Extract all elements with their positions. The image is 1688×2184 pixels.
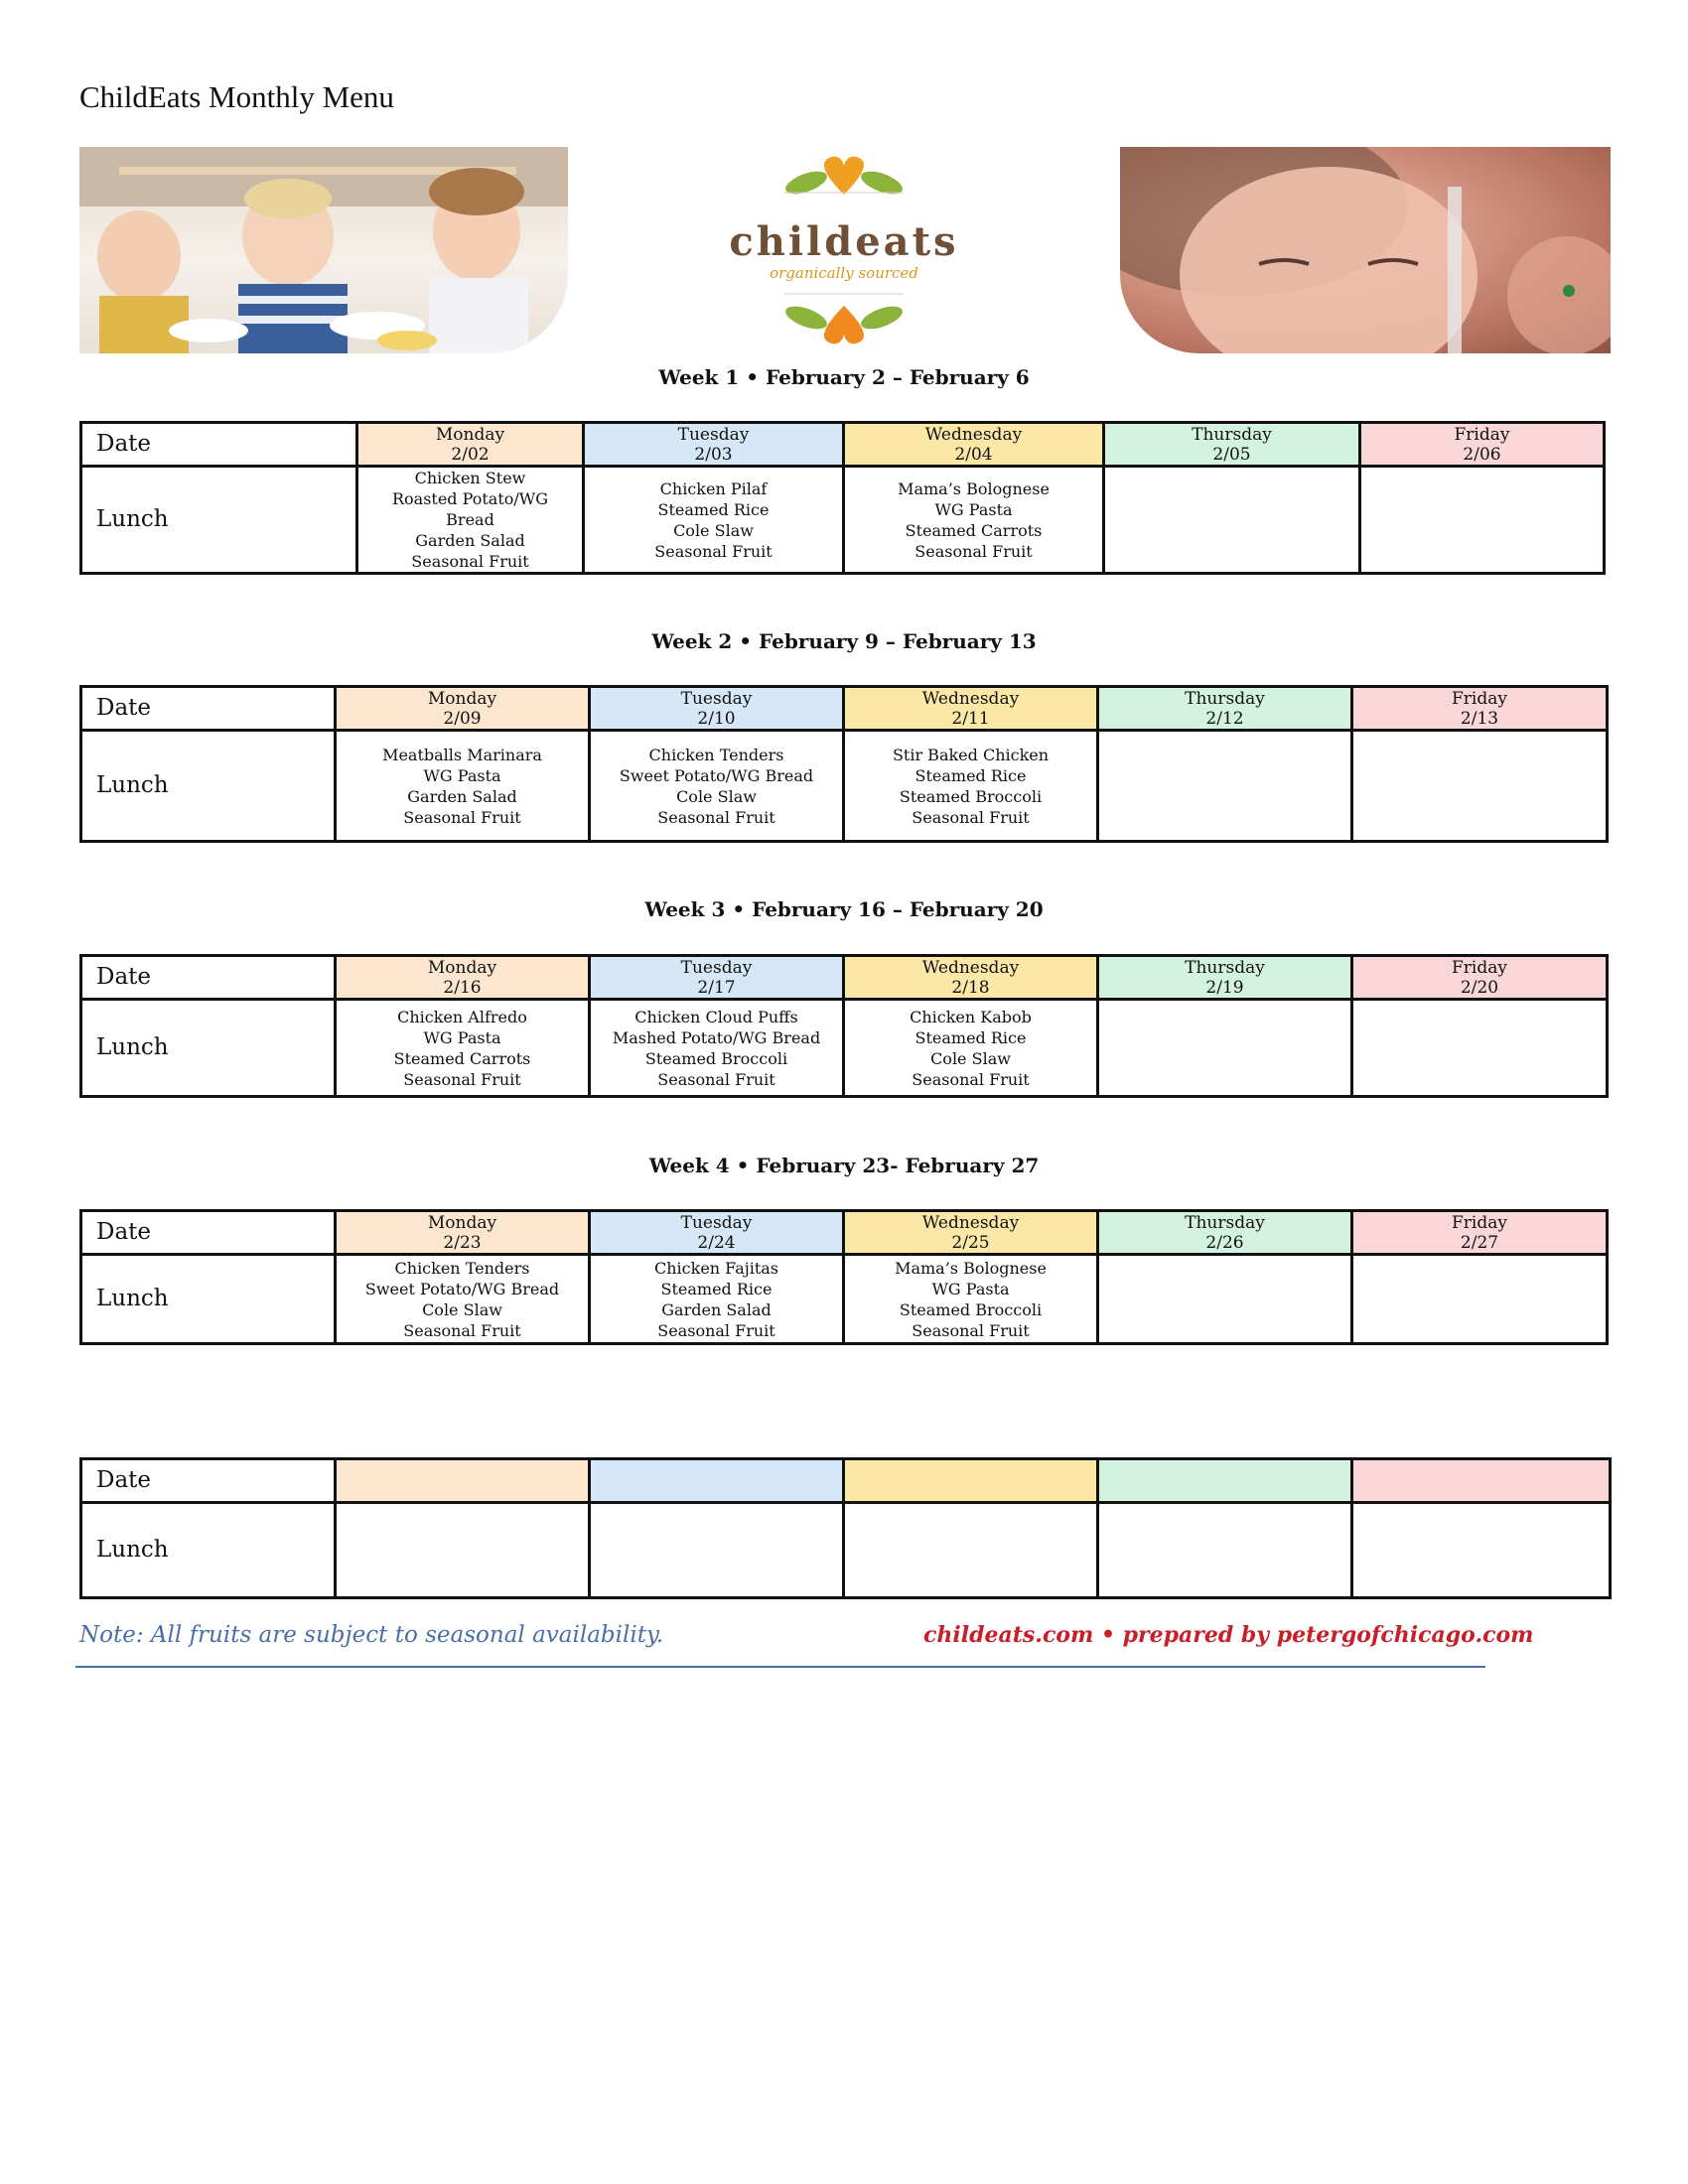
day-header-tuesday: Tuesday 2/17 bbox=[590, 956, 844, 1000]
week-2-heading: Week 2 • February 9 – February 13 bbox=[651, 629, 1037, 653]
day-header-tuesday: Tuesday 2/10 bbox=[590, 687, 844, 731]
day-header-tuesday: Tuesday 2/24 bbox=[590, 1211, 844, 1255]
day-header-friday: Friday 2/13 bbox=[1352, 687, 1608, 731]
lunch-cell-wednesday: Mama’s Bolognese WG Pasta Steamed Carrots Seasonal Fruit bbox=[844, 467, 1104, 574]
page-title: ChildEats Monthly Menu bbox=[79, 79, 394, 114]
week-4-heading: Week 4 • February 23- February 27 bbox=[648, 1154, 1040, 1177]
lunch-cell-tuesday: Chicken Pilaf Steamed Rice Cole Slaw Seasonal Fruit bbox=[584, 467, 844, 574]
blank-day-header-wednesday bbox=[844, 1459, 1098, 1503]
credit-link[interactable]: childeats.com • prepared by petergofchicago.com bbox=[923, 1622, 1534, 1648]
day-header-thursday: Thursday 2/05 bbox=[1104, 423, 1360, 467]
lunch-cell-monday: Meatballs Marinara WG Pasta Garden Salad Seasonal Fruit bbox=[336, 731, 590, 842]
day-header-friday: Friday 2/27 bbox=[1352, 1211, 1608, 1255]
day-header-wednesday: Wednesday 2/04 bbox=[844, 423, 1104, 467]
lunch-cell-wednesday: Stir Baked Chicken Steamed Rice Steamed Broccoli Seasonal Fruit bbox=[844, 731, 1098, 842]
lunch-cell-friday bbox=[1352, 731, 1608, 842]
blank-lunch-cell-monday bbox=[336, 1503, 590, 1598]
lunch-label: Lunch bbox=[81, 1000, 336, 1097]
blank-day-header-thursday bbox=[1098, 1459, 1352, 1503]
week-2-table bbox=[79, 685, 1609, 843]
blank-lunch-cell-thursday bbox=[1098, 1503, 1352, 1598]
seasonal-note: Note: All fruits are subject to seasonal availability. bbox=[79, 1622, 664, 1648]
week-1-heading: Week 1 • February 2 – February 6 bbox=[658, 365, 1030, 389]
day-header-wednesday: Wednesday 2/11 bbox=[844, 687, 1098, 731]
lunch-cell-thursday bbox=[1104, 467, 1360, 574]
day-header-tuesday: Tuesday 2/03 bbox=[584, 423, 844, 467]
day-header-monday: Monday 2/23 bbox=[336, 1211, 590, 1255]
lunch-cell-friday bbox=[1352, 1255, 1608, 1344]
day-header-monday: Monday 2/09 bbox=[336, 687, 590, 731]
blank-day-header-tuesday bbox=[590, 1459, 844, 1503]
day-header-wednesday: Wednesday 2/18 bbox=[844, 956, 1098, 1000]
blank-day-header-monday bbox=[336, 1459, 590, 1503]
lunch-cell-tuesday: Chicken Tenders Sweet Potato/WG Bread Cole Slaw Seasonal Fruit bbox=[590, 731, 844, 842]
lunch-label: Lunch bbox=[81, 1503, 336, 1598]
date-label: Date bbox=[81, 1459, 336, 1503]
day-header-monday: Monday 2/16 bbox=[336, 956, 590, 1000]
day-header-wednesday: Wednesday 2/25 bbox=[844, 1211, 1098, 1255]
lunch-label: Lunch bbox=[81, 467, 357, 574]
date-label: Date bbox=[81, 1211, 336, 1255]
children-eating-photo bbox=[79, 147, 568, 353]
date-label: Date bbox=[81, 423, 357, 467]
lunch-cell-monday: Chicken Alfredo WG Pasta Steamed Carrots Seasonal Fruit bbox=[336, 1000, 590, 1097]
blank-lunch-cell-wednesday bbox=[844, 1503, 1098, 1598]
blank-day-header-friday bbox=[1352, 1459, 1611, 1503]
lunch-cell-wednesday: Chicken Kabob Steamed Rice Cole Slaw Seasonal Fruit bbox=[844, 1000, 1098, 1097]
child-face-photo bbox=[1120, 147, 1611, 353]
date-label: Date bbox=[81, 956, 336, 1000]
day-header-thursday: Thursday 2/19 bbox=[1098, 956, 1352, 1000]
logo-wordmark: childeats bbox=[729, 218, 959, 265]
lunch-cell-tuesday: Chicken Fajitas Steamed Rice Garden Salad Seasonal Fruit bbox=[590, 1255, 844, 1344]
day-header-friday: Friday 2/20 bbox=[1352, 956, 1608, 1000]
lunch-cell-thursday bbox=[1098, 731, 1352, 842]
childeats-logo bbox=[695, 147, 993, 357]
day-header-thursday: Thursday 2/12 bbox=[1098, 687, 1352, 731]
day-header-friday: Friday 2/06 bbox=[1360, 423, 1605, 467]
lunch-label: Lunch bbox=[81, 731, 336, 842]
lunch-cell-monday: Chicken Tenders Sweet Potato/WG Bread Cole Slaw Seasonal Fruit bbox=[336, 1255, 590, 1344]
lunch-cell-friday bbox=[1360, 467, 1605, 574]
logo-tagline: organically sourced bbox=[770, 264, 918, 282]
day-header-monday: Monday 2/02 bbox=[357, 423, 584, 467]
week-4-table bbox=[79, 1209, 1609, 1345]
blank-lunch-cell-tuesday bbox=[590, 1503, 844, 1598]
lunch-label: Lunch bbox=[81, 1255, 336, 1344]
week-3-heading: Week 3 • February 16 – February 20 bbox=[644, 897, 1044, 921]
lunch-cell-monday: Chicken Stew Roasted Potato/WG Bread Garden Salad Seasonal Fruit bbox=[357, 467, 584, 574]
date-label: Date bbox=[81, 687, 336, 731]
week-3-table bbox=[79, 954, 1609, 1098]
lunch-cell-wednesday: Mama’s Bolognese WG Pasta Steamed Broccoli Seasonal Fruit bbox=[844, 1255, 1098, 1344]
lunch-cell-thursday bbox=[1098, 1255, 1352, 1344]
lunch-cell-friday bbox=[1352, 1000, 1608, 1097]
blank-lunch-cell-friday bbox=[1352, 1503, 1611, 1598]
footer-divider bbox=[75, 1666, 1485, 1668]
lunch-cell-thursday bbox=[1098, 1000, 1352, 1097]
week-1-table bbox=[79, 421, 1606, 575]
day-header-thursday: Thursday 2/26 bbox=[1098, 1211, 1352, 1255]
lunch-cell-tuesday: Chicken Cloud Puffs Mashed Potato/WG Bread Steamed Broccoli Seasonal Fruit bbox=[590, 1000, 844, 1097]
blank-week-table bbox=[79, 1457, 1612, 1599]
